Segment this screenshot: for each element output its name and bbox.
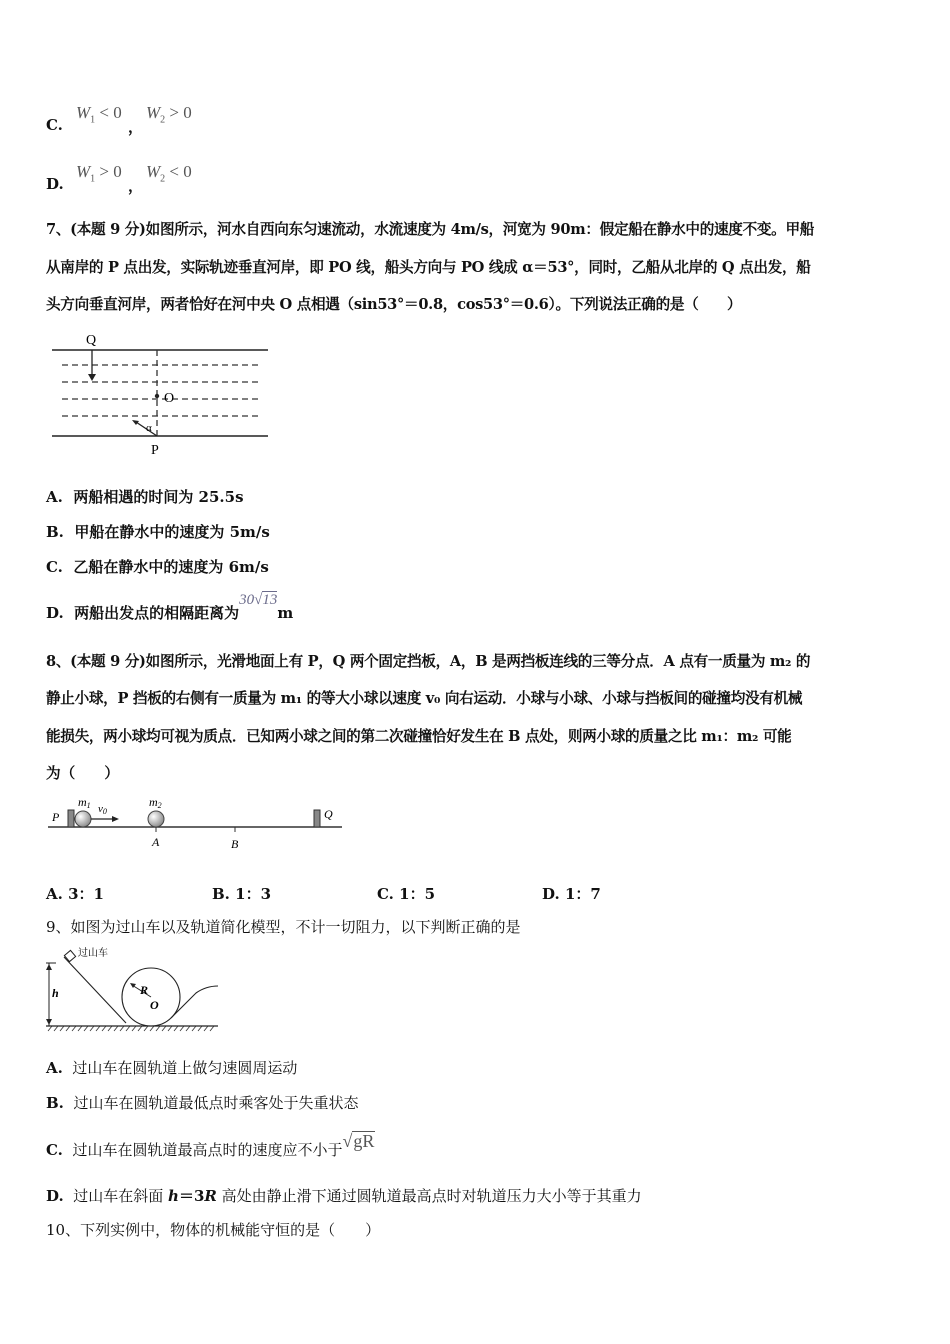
q8-stem-line-3: 能损失，两小球均可视为质点．已知两小球之间的第二次碰撞恰好发生在 B 点处，则两小球的质量之比 m₁：m₂ 可能 [46,728,792,745]
label-o: O [164,391,175,406]
q8-option-a: A. 3：1 [46,885,104,903]
q7-option-c: C. 乙船在静水中的速度为 6m/s [46,558,269,576]
label-p: P [151,443,159,458]
q7-stem-line-2: 从南岸的 P 点出发，实际轨迹垂直河岸，即 PO 线，船头方向与 PO 线成 α＝53°，同时，乙船从北岸的 Q 点出发，船 [46,259,811,276]
q7-stem-line-1: 7、(本题 9 分)如图所示，河水自西向东匀速流动，水流速度为 4m/s，河宽为 90m：假定船在静水中的速度不变。甲船 [46,221,815,238]
q8-option-c: C. 1：5 [377,885,436,903]
math-30-sqrt-13: 30√13 [239,592,278,608]
svg-text:Q: Q [324,807,333,821]
svg-text:P: P [52,810,60,824]
svg-text:过山车: 过山车 [78,948,108,959]
roller-coaster-diagram [46,943,226,1033]
option-letter: C. [46,116,63,134]
math-sqrt-gr: √gR [342,1131,375,1151]
q10-stem: 10、下列实例中，物体的机械能守恒的是（ ） [46,1221,381,1239]
q9-option-c: C. 过山车在圆轨道最高点时的速度应不小于√gR [46,1131,375,1159]
q9-option-b: B. 过山车在圆轨道最低点时乘客处于失重状态 [46,1094,359,1112]
q7-stem-line-3: 头方向垂直河岸，两者恰好在河中央 O 点相遇（sin53°＝0.8，cos53°＝0.6）。下列说法正确的是（ ） [46,296,742,313]
svg-text:v0: v0 [98,803,107,816]
q9-stem: 9、如图为过山车以及轨道简化模型，不计一切阻力，以下判断正确的是 [46,918,521,936]
river-diagram [46,328,276,458]
q8-option-d: D. 1：7 [542,885,601,903]
q9-option-d: D. 过山车在斜面 h＝3R 高处由静止滑下通过圆轨道最高点时对轨道压力大小等于其重力 [46,1187,642,1205]
q7-option-b: B. 甲船在静水中的速度为 5m/s [46,523,270,541]
svg-text:m1: m1 [78,795,91,810]
svg-text:R: R [140,983,149,997]
svg-text:h: h [52,986,59,1000]
q9-option-a: A. 过山车在圆轨道上做匀速圆周运动 [46,1059,298,1077]
math-w2: $W_2 < 0$ [146,162,192,185]
collision-diagram [46,794,346,854]
math-w1: $W_1 < 0$ [76,103,122,126]
math-w1: $W_1 > 0$ [76,162,122,185]
label-q: Q [86,333,97,348]
q8-options [46,883,746,905]
q7-option-a: A. 两船相遇的时间为 25.5s [46,488,244,506]
svg-text:O: O [150,998,159,1012]
svg-text:m2: m2 [149,795,162,810]
svg-text:B: B [231,837,239,851]
q7-option-d: D. 两船出发点的相隔距离为30√13m [46,592,294,622]
q8-stem-line-2: 静止小球，P 挡板的右侧有一质量为 m₁ 的等大小球以速度 v₀ 向右运动．小球与小球、小球与挡板间的碰撞均没有机械 [46,690,803,707]
q8-stem-line-1: 8、(本题 9 分)如图所示，光滑地面上有 P，Q 两个固定挡板，A，B 是两挡板连线的三等分点．A 点有一质量为 m₂ 的 [46,653,811,670]
q8-option-b: B. 1：3 [212,885,272,903]
math-w2: $W_2 > 0$ [146,103,192,126]
q8-stem-line-4: 为（ ） [46,765,119,782]
svg-text:A: A [152,835,160,849]
label-alpha: α [146,422,152,434]
option-letter: D. [46,175,64,193]
